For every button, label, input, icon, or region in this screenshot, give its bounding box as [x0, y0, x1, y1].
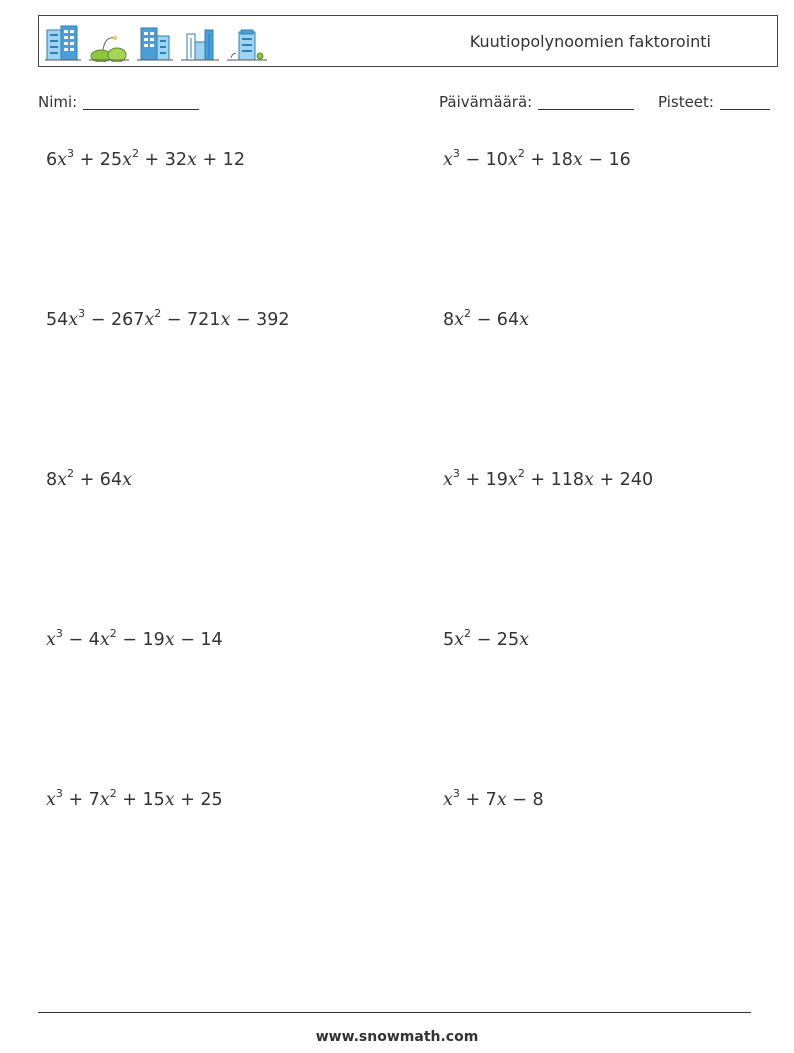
problem-4 — [443, 307, 529, 330]
term-text: 5 — [443, 630, 455, 650]
score-row — [658, 93, 770, 111]
name-row — [38, 93, 199, 111]
exponent: 3 — [452, 467, 460, 480]
term-text: − 16 — [582, 150, 631, 170]
variable: x — [99, 790, 110, 810]
score-blank[interactable] — [720, 93, 770, 110]
date-blank[interactable] — [538, 93, 634, 110]
exponent: 2 — [517, 467, 525, 480]
worksheet-header — [38, 15, 778, 67]
term-text: 8 — [443, 310, 455, 330]
problem-9 — [46, 787, 223, 810]
variable: x — [443, 150, 453, 170]
variable: x — [454, 310, 465, 330]
problem-10 — [443, 787, 544, 810]
exponent: 2 — [517, 147, 525, 160]
variable: x — [220, 310, 231, 330]
variable: x — [164, 790, 175, 810]
city-skyline-icon — [181, 24, 219, 62]
exponent: 2 — [131, 147, 139, 160]
exponent: 2 — [464, 307, 472, 320]
variable: x — [164, 630, 175, 650]
footer-divider — [38, 1012, 751, 1013]
variable: x — [46, 790, 56, 810]
term-text: − 25 — [471, 630, 520, 650]
header-icons — [45, 22, 267, 62]
name-label: Nimi: — [38, 93, 78, 111]
term-text: + 25 — [74, 150, 123, 170]
variable: x — [496, 790, 507, 810]
small-building-icon — [227, 24, 267, 62]
variable: x — [68, 310, 79, 330]
term-text: − 267 — [85, 310, 145, 330]
variable: x — [443, 470, 453, 490]
term-text: 54 — [46, 310, 69, 330]
term-text: − 64 — [471, 310, 520, 330]
exponent: 2 — [67, 467, 75, 480]
variable: x — [507, 150, 518, 170]
variable: x — [519, 310, 529, 330]
exponent: 2 — [154, 307, 162, 320]
problem-7 — [46, 627, 223, 650]
variable: x — [572, 150, 583, 170]
footer-url: www.snowmath.com — [315, 1029, 479, 1045]
term-text: + 32 — [138, 150, 188, 170]
term-text: + 118 — [524, 470, 585, 490]
term-text: − 19 — [116, 630, 165, 650]
variable: x — [57, 150, 68, 170]
variable: x — [57, 470, 68, 490]
term-text: − 14 — [174, 630, 223, 650]
variable: x — [46, 630, 56, 650]
term-text: + 64 — [74, 470, 123, 490]
office-building-icon — [45, 24, 81, 62]
exponent: 2 — [109, 787, 117, 800]
problem-6 — [443, 467, 654, 490]
term-text: 6 — [46, 150, 58, 170]
term-text: + 15 — [116, 790, 165, 810]
worksheet-title: Kuutiopolynoomien faktorointi — [469, 32, 711, 51]
problem-1 — [46, 147, 245, 170]
variable: x — [122, 470, 132, 490]
score-label: Pisteet: — [658, 93, 714, 111]
variable: x — [507, 470, 518, 490]
variable: x — [99, 630, 110, 650]
problem-5 — [46, 467, 132, 490]
variable: x — [144, 310, 155, 330]
apartment-building-icon — [137, 24, 173, 62]
term-text: + 19 — [459, 470, 508, 490]
term-text: + 7 — [459, 790, 497, 810]
variable: x — [443, 790, 453, 810]
variable: x — [122, 150, 132, 170]
term-text: + 240 — [593, 470, 654, 490]
problem-8 — [443, 627, 529, 650]
exponent: 3 — [452, 147, 460, 160]
date-row — [439, 93, 634, 111]
term-text: + 18 — [524, 150, 573, 170]
exponent: 3 — [55, 787, 63, 800]
exponent: 3 — [78, 307, 86, 320]
problem-2 — [443, 147, 631, 170]
variable: x — [584, 470, 594, 490]
exponent: 3 — [55, 627, 63, 640]
date-label: Päivämäärä: — [439, 93, 533, 111]
variable: x — [454, 630, 465, 650]
problem-3 — [46, 307, 290, 330]
term-text: − 392 — [230, 310, 290, 330]
exponent: 3 — [452, 787, 460, 800]
exponent: 2 — [464, 627, 472, 640]
exponent: 2 — [109, 627, 117, 640]
term-text: − 10 — [459, 150, 508, 170]
exponent: 3 — [67, 147, 75, 160]
variable: x — [519, 630, 529, 650]
term-text: − 8 — [506, 790, 544, 810]
term-text: + 7 — [62, 790, 100, 810]
term-text: 8 — [46, 470, 58, 490]
park-trees-icon — [89, 24, 129, 62]
term-text: − 4 — [62, 630, 100, 650]
term-text: + 25 — [174, 790, 223, 810]
name-blank[interactable] — [83, 93, 199, 110]
term-text: + 12 — [196, 150, 245, 170]
term-text: − 721 — [161, 310, 221, 330]
variable: x — [187, 150, 197, 170]
